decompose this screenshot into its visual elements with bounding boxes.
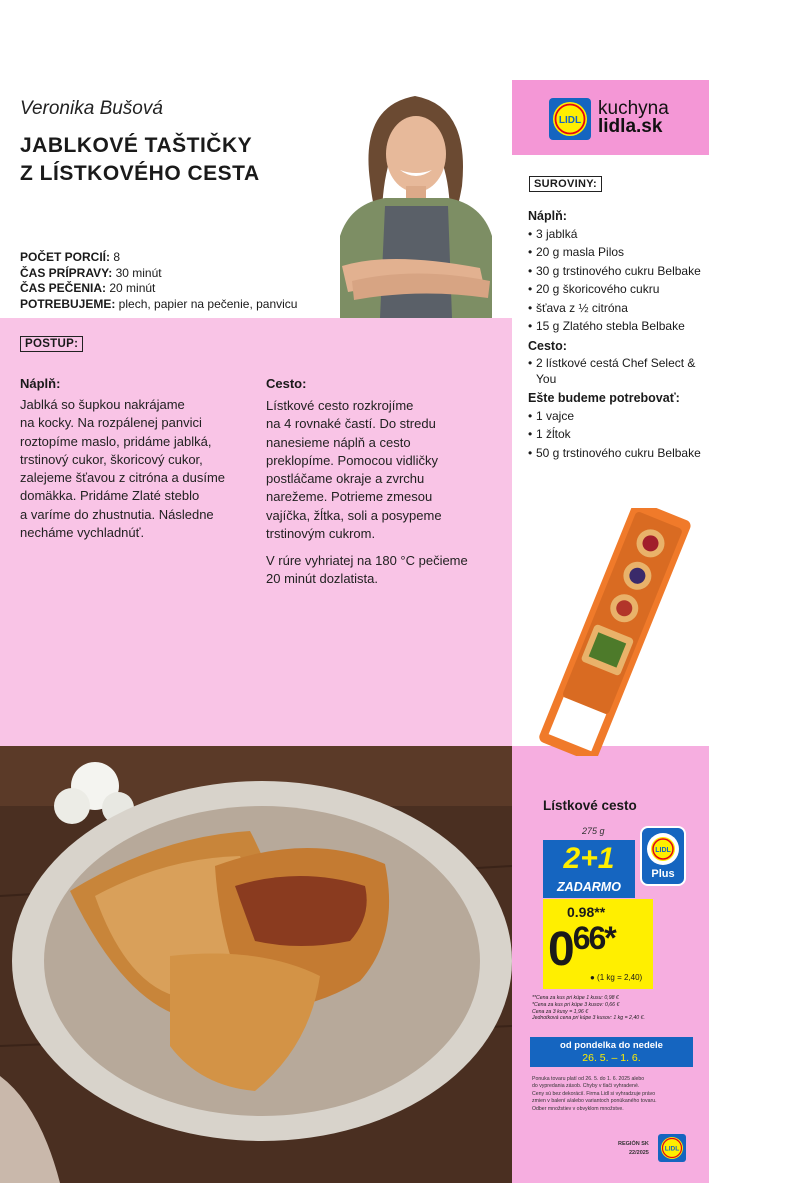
list-item: • 15 g Zlatého stebla Belbake — [528, 319, 703, 335]
price-fineprint: **Cena za kus pri kúpe 1 kusu: 0,98 € *Cena za kus pri kúpe 3 kusov: 0,66 € Cena za 3 kusy = 1,96 € Jednotková cena pri kúpe 3 kusov: 1 kg = 2,40 €. — [532, 995, 645, 1022]
recipe-title — [20, 132, 260, 188]
food-photo — [0, 746, 512, 1183]
ingredients-group-heading: Ešte budeme potrebovať: — [528, 391, 680, 405]
list-item: • 1 vajce — [528, 409, 703, 425]
ingredients-list — [528, 205, 703, 464]
ingredients-label: SUROVINY: — [529, 176, 602, 192]
filling-text: Jablká so šupkou nakrájame na kocky. Na rozpálenej panvici roztopíme maslo, pridáme jablká, trstinový cukor, škoricový cukor, zalejeme šťavou z citróna a dusíme domäkka. Pridáme Zlaté steblo a varíme do zhustnutia. Následne necháme vychladnúť. — [20, 397, 226, 541]
kuchyna-lidla-logo — [598, 100, 669, 136]
bake-text: V rúre vyhriatej na 180 °C pečieme 20 minút dozlatista. — [266, 553, 468, 587]
product-package-image — [534, 508, 704, 756]
lidl-plus-badge — [640, 826, 686, 886]
lidl-plus-label: Plus — [651, 868, 675, 880]
offer-dates: od pondelka do nedele 26. 5. – 1. 6. — [530, 1037, 693, 1067]
list-item: • 20 g škoricového cukru — [528, 282, 703, 298]
kuchyna-line1: kuchyna — [598, 98, 669, 119]
product-weight: 275 g — [582, 826, 605, 836]
ingredients-group-filling — [528, 227, 703, 335]
lidl-logo — [549, 98, 591, 140]
recipe-meta — [20, 250, 297, 312]
promo-free: ZADARMO — [557, 880, 621, 894]
list-item: • 3 jablká — [528, 227, 703, 243]
meta-equipment: POTREBUJEME: plech, papier na pečenie, panvicu — [20, 296, 298, 311]
list-item: • 50 g trstinového cukru Belbake — [528, 446, 703, 462]
filling-heading: Náplň: — [20, 376, 61, 391]
meta-bake-time: ČAS PEČENIA: 20 minút — [20, 281, 156, 295]
recipe-title-line1: JABLKOVÉ TAŠTIČKY — [20, 134, 253, 157]
meta-prep-time: ČAS PRÍPRAVY: 30 minút — [20, 265, 162, 280]
kuchyna-line2: lidla.sk — [598, 116, 663, 137]
list-item: • 30 g trstinového cukru Belbake — [528, 264, 703, 280]
svg-text:LIDL: LIDL — [655, 847, 671, 854]
dough-text: Lístkové cesto rozkrojíme na 4 rovnaké častí. Do stredu nanesieme náplň a cesto preklopíme. Pomocou vidličky postláčame okraje a zvrchu narežeme. Potrieme zmesou vajíčka, žĺtka, soli a posypeme trstinovým cukrom. — [266, 398, 442, 542]
product-name: Lístkové cesto — [543, 798, 637, 813]
main-price: $0^{66*}$ — [548, 920, 615, 976]
offer-disclaimer: Ponuka tovaru platí od 26. 5. do 1. 6. 2025 alebo do vypredania zásob. Chyby v tlači vyhradené. Ceny sú bez dekorácií. Firma Lidl si vyhradzuje právo zmien v balení a/alebo variantoch ponúkaného tovaru. Odber množstiev v obvyklom množstve. — [532, 1076, 657, 1112]
unit-price: ● (1 kg = 2,40) — [590, 973, 643, 982]
lidl-plus-logo — [647, 833, 679, 865]
list-item: • 20 g masla Pilos — [528, 245, 703, 261]
ingredients-group-dough — [528, 356, 703, 387]
ingredients-group-heading: Náplň: — [528, 209, 567, 223]
ingredients-group-heading: Cesto: — [528, 338, 567, 353]
list-item: • šťava z ½ citróna — [528, 301, 703, 317]
author-name: Veronika Bušová — [20, 98, 163, 119]
old-price: 0.98** — [567, 904, 606, 920]
footer-lidl-logo — [658, 1134, 686, 1162]
chef-photo — [330, 86, 500, 318]
dough-heading: Cesto: — [266, 376, 307, 391]
recipe-title-line2: Z LÍSTKOVÉHO CESTA — [20, 162, 260, 185]
ingredients-group-extra — [528, 409, 703, 462]
method-label: POSTUP: — [20, 336, 83, 352]
promo-badge — [543, 840, 635, 898]
list-item: • 1 žĺtok — [528, 427, 703, 443]
list-item: • 2 lístkové cestá Chef Select & You — [528, 356, 703, 387]
svg-text:LIDL: LIDL — [558, 115, 582, 126]
svg-text:LIDL: LIDL — [664, 1145, 680, 1153]
promo-2-plus-1: 2+1 — [563, 842, 615, 875]
region-info: REGIÓN SK 22/2025 — [618, 1141, 649, 1156]
meta-portions: POČET PORCIÍ: 8 — [20, 250, 121, 264]
